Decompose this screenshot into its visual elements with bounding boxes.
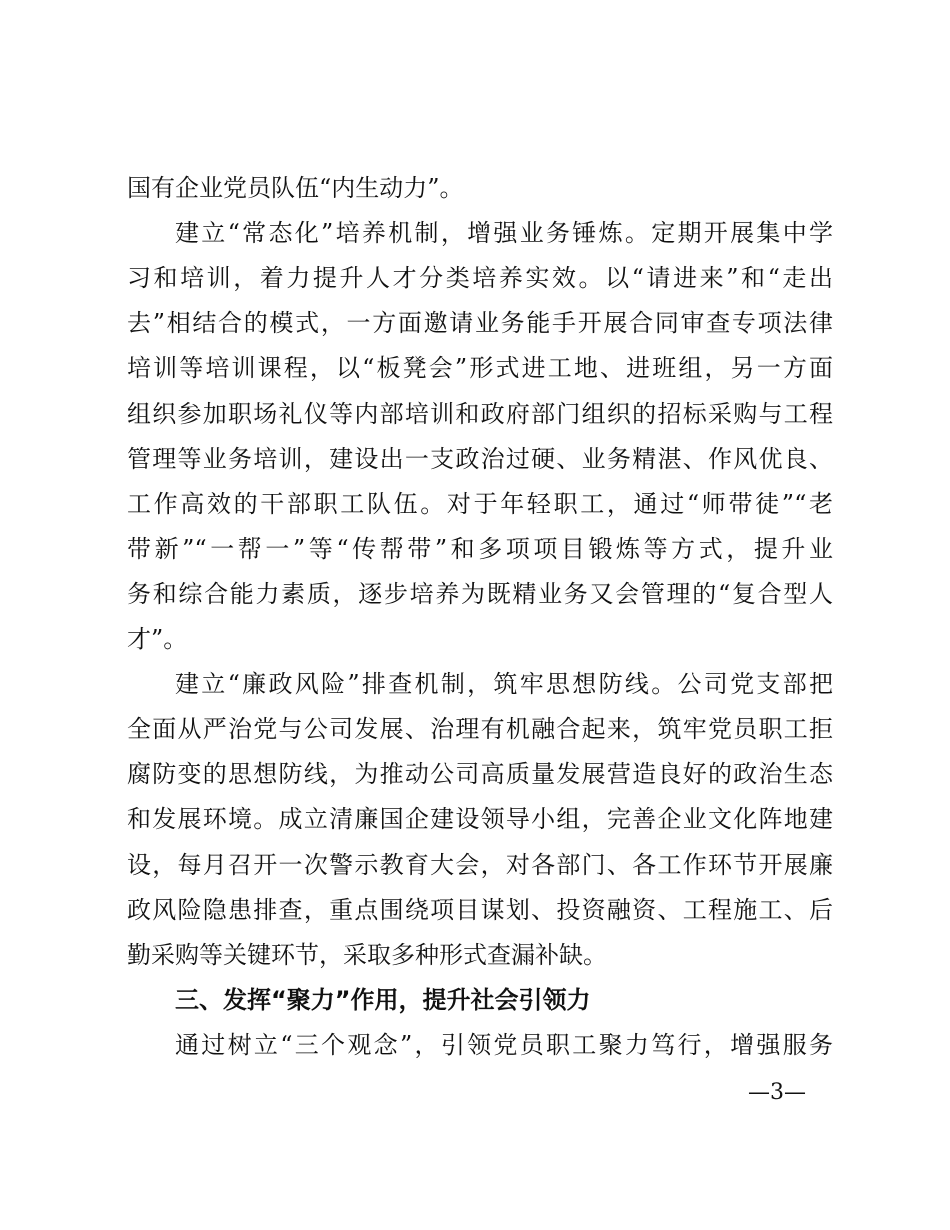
paragraph-line: 腐防变的思想防线，为推动公司高质量发展营造良好的政治生态: [127, 760, 833, 789]
paragraph-line: 习和培训，着力提升人才分类培养实效。以“请进来”和“走出: [127, 264, 833, 293]
paragraph-line: 勤采购等关键环节，采取多种形式查漏补缺。: [127, 940, 607, 969]
paragraph-line: 通过树立“三个观念”，引领党员职工聚力笃行，增强服务: [175, 1030, 833, 1059]
paragraph-line: 国有企业党员队伍“内生动力”。: [127, 174, 464, 202]
paragraph-line: 培训等培训课程，以“板凳会”形式进工地、进班组，另一方面: [127, 354, 833, 383]
paragraph-line: 管理等业务培训，建设出一支政治过硬、业务精湛、作风优良、: [127, 444, 833, 473]
paragraph-line: 去”相结合的模式，一方面邀请业务能手开展合同审查专项法律: [127, 309, 833, 338]
paragraph-line: 组织参加职场礼仪等内部培训和政府部门组织的招标采购与工程: [127, 399, 833, 428]
page-number: —3—: [748, 1080, 806, 1105]
paragraph-line: 建立“常态化”培养机制，增强业务锤炼。定期开展集中学: [175, 219, 833, 248]
paragraph-line: 务和综合能力素质，逐步培养为既精业务又会管理的“复合型人: [127, 579, 833, 608]
paragraph-line: 工作高效的干部职工队伍。对于年轻职工，通过“师带徒”“老: [127, 489, 833, 518]
paragraph-line: 建立“廉政风险”排查机制，筑牢思想防线。公司党支部把: [175, 670, 833, 699]
paragraph-line: 带新”“一帮一”等“传帮带”和多项项目锻炼等方式，提升业: [127, 534, 833, 563]
section-heading: 三、发挥“聚力”作用，提升社会引领力: [175, 985, 591, 1014]
paragraph-line: 和发展环境。成立清廉国企建设领导小组，完善企业文化阵地建: [127, 805, 833, 834]
paragraph-line: 全面从严治党与公司发展、治理有机融合起来，筑牢党员职工拒: [127, 715, 833, 744]
paragraph-line: 政风险隐患排查，重点围绕项目谋划、投资融资、工程施工、后: [127, 895, 833, 924]
paragraph-line: 设，每月召开一次警示教育大会，对各部门、各工作环节开展廉: [127, 850, 833, 879]
paragraph-line: 才”。: [127, 625, 188, 653]
